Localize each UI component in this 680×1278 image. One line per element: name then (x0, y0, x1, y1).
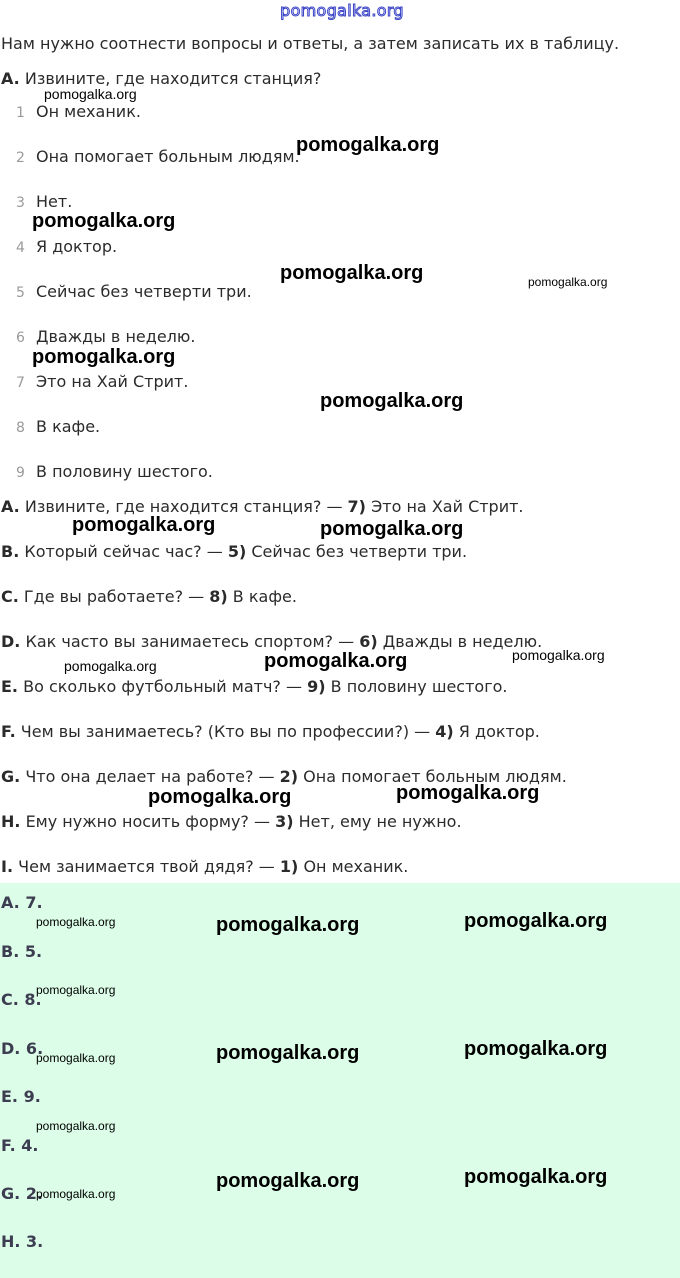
watermark: pomogalka.org (296, 134, 440, 156)
option-item (16, 462, 213, 481)
option-item (16, 372, 188, 391)
option-text: Я доктор. (36, 237, 118, 256)
match-question: Чем вы занимаетесь? (Кто вы по профессии?) — (20, 722, 431, 741)
match-number: 5) (227, 542, 247, 561)
option-item (16, 192, 72, 211)
watermark: pomogalka.org (36, 1187, 116, 1201)
answer-item: B. 5. (1, 942, 43, 961)
watermark: pomogalka.org (36, 983, 116, 997)
answer-item: E. 9. (1, 1087, 41, 1106)
match-number: 3) (275, 812, 294, 831)
option-text: В половину шестого. (36, 462, 213, 481)
watermark: pomogalka.org (396, 782, 540, 804)
option-text: Она помогает больным людям. (36, 147, 300, 166)
match-row (1, 542, 467, 561)
match-letter: F. (1, 722, 16, 741)
match-answer: Сейчас без четверти три. (251, 542, 468, 561)
option-item (16, 282, 252, 301)
watermark: pomogalka.org (72, 514, 216, 536)
match-letter: H. (1, 812, 21, 831)
watermark: pomogalka.org (216, 914, 360, 936)
watermark: pomogalka.org (36, 1051, 116, 1065)
watermark: pomogalka.org (512, 647, 605, 663)
task-intro: Нам нужно соотнести вопросы и ответы, а затем записать их в таблицу. (1, 34, 620, 53)
match-number: 8) (209, 587, 228, 606)
option-number: 7 (16, 375, 25, 391)
match-number: 6) (359, 632, 378, 651)
match-number: 7) (347, 497, 366, 516)
answer-item: D. 6. (1, 1039, 44, 1058)
match-row (1, 722, 540, 741)
watermark: pomogalka.org (280, 262, 424, 284)
option-text: Нет. (36, 192, 73, 211)
option-number: 1 (16, 105, 25, 121)
option-number: 9 (16, 465, 25, 481)
match-letter: I. (1, 857, 14, 876)
watermark: pomogalka.org (44, 86, 137, 102)
option-number: 8 (16, 420, 25, 436)
option-item (16, 417, 100, 436)
watermark: pomogalka.org (320, 518, 464, 540)
match-answer: Нет, ему не нужно. (298, 812, 462, 831)
match-answer: В половину шестого. (330, 677, 508, 696)
match-answer: Это на Хай Стрит. (371, 497, 524, 516)
watermark: pomogalka.org (464, 1166, 608, 1188)
watermark: pomogalka.org (36, 915, 116, 929)
match-question: Который сейчас час? — (24, 542, 223, 561)
option-item (16, 147, 300, 166)
watermark: pomogalka.org (464, 1038, 608, 1060)
option-item (16, 327, 195, 346)
option-number: 4 (16, 240, 25, 256)
match-letter: E. (1, 677, 19, 696)
watermark: pomogalka.org (320, 390, 464, 412)
match-row (1, 857, 408, 876)
watermark: pomogalka.org (264, 650, 408, 672)
watermark: pomogalka.org (464, 910, 608, 932)
option-number: 3 (16, 195, 25, 211)
watermark: pomogalka.org (528, 275, 608, 289)
answer-panel (0, 883, 680, 1278)
match-row (1, 587, 297, 606)
match-answer: Я доктор. (458, 722, 540, 741)
watermark: pomogalka.org (148, 786, 292, 808)
option-text: Дважды в неделю. (36, 327, 196, 346)
question-text: Извините, где находится станция? (24, 69, 322, 88)
answer-item: C. 8. (1, 990, 42, 1009)
watermark: pomogalka.org (36, 1119, 116, 1133)
match-row (1, 677, 507, 696)
question-letter: A. (1, 69, 20, 88)
answer-item: A. 7. (1, 893, 43, 912)
option-text: Он механик. (36, 102, 141, 121)
answer-item: F. 4. (1, 1136, 39, 1155)
option-number: 6 (16, 330, 25, 346)
answer-item: H. 3. (1, 1232, 44, 1251)
match-letter: C. (1, 587, 19, 606)
match-letter: A. (1, 497, 20, 516)
match-answer: Он механик. (303, 857, 409, 876)
option-item (16, 102, 141, 121)
option-number: 5 (16, 285, 25, 301)
match-question: Где вы работаете? — (23, 587, 205, 606)
site-logo: pomogalka.org (280, 1, 404, 20)
match-row (1, 632, 542, 651)
match-question: Чем занимается твой дядя? — (18, 857, 275, 876)
match-letter: B. (1, 542, 20, 561)
watermark: pomogalka.org (216, 1170, 360, 1192)
match-number: 9) (307, 677, 326, 696)
match-answer: Она помогает больным людям. (303, 767, 567, 786)
match-number: 4) (435, 722, 454, 741)
option-text: Это на Хай Стрит. (36, 372, 189, 391)
watermark: pomogalka.org (64, 658, 157, 674)
match-question: Извините, где находится станция? — (24, 497, 343, 516)
match-question: Ему нужно носить форму? — (25, 812, 270, 831)
match-question: Во сколько футбольный матч? — (23, 677, 302, 696)
match-question: Как часто вы занимаетесь спортом? — (25, 632, 355, 651)
match-number: 1) (279, 857, 299, 876)
match-number: 2) (279, 767, 299, 786)
match-letter: G. (1, 767, 21, 786)
option-text: В кафе. (36, 417, 101, 436)
match-letter: D. (1, 632, 21, 651)
option-item (16, 237, 117, 256)
watermark: pomogalka.org (216, 1042, 360, 1064)
match-question: Что она делает на работе? — (25, 767, 275, 786)
match-row (1, 812, 462, 831)
answer-item: G. 2. (1, 1184, 43, 1203)
option-text: Сейчас без четверти три. (36, 282, 252, 301)
match-answer: В кафе. (232, 587, 297, 606)
watermark: pomogalka.org (32, 346, 176, 368)
option-number: 2 (16, 150, 25, 166)
watermark: pomogalka.org (32, 210, 176, 232)
match-answer: Дважды в неделю. (382, 632, 543, 651)
